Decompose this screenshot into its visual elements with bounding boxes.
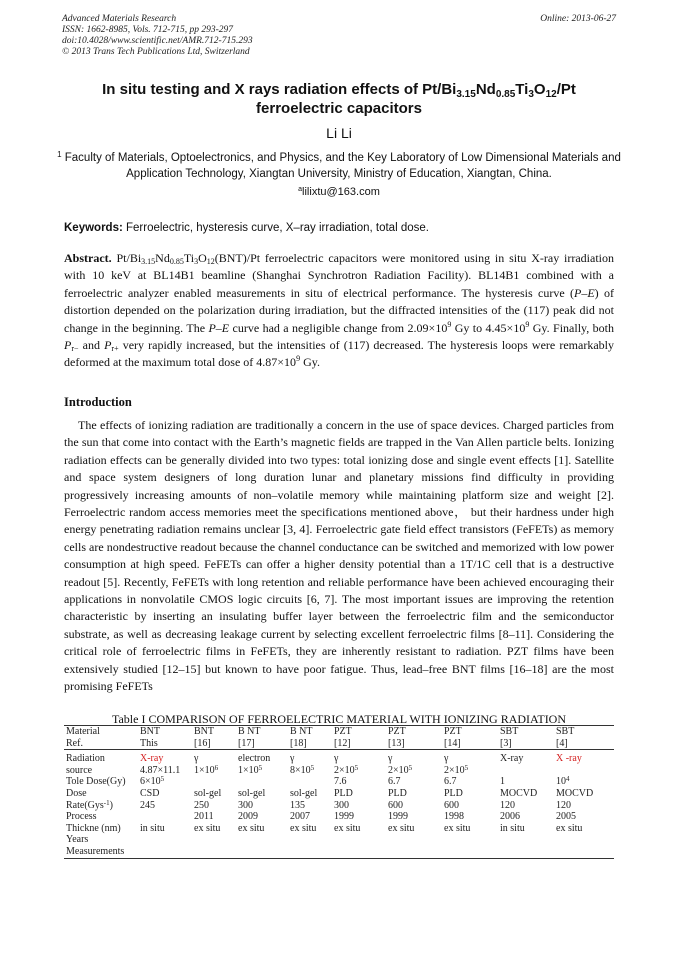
table-cell: PLD <box>388 787 407 799</box>
table-cell <box>236 776 288 788</box>
table-cell: 300 <box>238 799 253 811</box>
abstract-label: Abstract. <box>64 251 112 265</box>
table-cell: 2005 <box>556 811 576 823</box>
table-cell <box>554 846 614 858</box>
table-cell <box>554 834 614 846</box>
table-cell <box>442 846 498 858</box>
table-row <box>64 750 614 765</box>
table-cell <box>288 776 332 788</box>
table-cell <box>498 765 554 777</box>
table-cell: in situ <box>500 822 525 834</box>
table-cell: $6\times 10^5$ <box>140 775 165 788</box>
table-cell: ex situ <box>334 822 361 834</box>
table-cell: [12] <box>332 738 386 750</box>
table-row <box>64 788 614 800</box>
table-cell <box>288 834 332 846</box>
table-cell: Ref. <box>64 738 138 750</box>
table-cell: 600 <box>388 799 403 811</box>
table-cell: X -ray <box>556 753 582 765</box>
journal-header <box>62 14 253 58</box>
table-cell: sol-gel <box>290 787 318 799</box>
table-cell <box>554 765 614 777</box>
table-cell <box>138 811 192 823</box>
table-row <box>64 834 614 846</box>
table-cell: [17] <box>236 738 288 750</box>
table-cell: $1\times 10^5$ <box>238 763 263 776</box>
introduction-body <box>64 417 614 696</box>
table-cell: This <box>138 738 192 750</box>
table-row <box>64 776 614 788</box>
table-cell: 300 <box>334 799 349 811</box>
table-cell: Thickne (nm) <box>66 822 121 834</box>
table-cell: [13] <box>386 738 442 750</box>
table-cell <box>192 776 236 788</box>
author-email: $^a$lilixtu@163.com <box>298 186 380 198</box>
table-row <box>64 738 614 750</box>
table-cell <box>332 834 386 846</box>
table-cell: $2\times 10^5$ <box>388 763 413 776</box>
table-cell: 135 <box>290 799 305 811</box>
table-cell: MOCVD <box>500 787 538 799</box>
table-cell: 245 <box>140 799 155 811</box>
keywords: Keywords: Ferroelectric, hysteresis curve, X–ray irradiation, total dose. <box>64 222 429 234</box>
table-cell: 250 <box>194 799 209 811</box>
table-cell: [4] <box>554 738 614 750</box>
table-cell: 1999 <box>388 811 408 823</box>
keywords-label: Keywords: <box>64 222 123 234</box>
table-cell: ex situ <box>444 822 471 834</box>
table-cell: ex situ <box>194 822 221 834</box>
table-cell: γ <box>334 753 339 765</box>
table-cell: $2\times 10^5$ <box>334 763 359 776</box>
table-row <box>64 765 614 777</box>
table-cell: 1 <box>500 776 505 788</box>
table-cell: Tole Dose(Gy) <box>66 776 126 788</box>
table-cell: X-ray <box>140 753 164 765</box>
table-cell: Material <box>64 726 138 738</box>
comparison-table <box>64 725 614 859</box>
table-cell <box>138 846 192 858</box>
table-cell: Measurements <box>64 846 138 858</box>
table-cell: 4.87×11.1 <box>140 764 181 776</box>
table-cell: [18] <box>288 738 332 750</box>
table-cell: B NT <box>236 726 288 738</box>
table-cell <box>386 834 442 846</box>
paper-title: In situ testing and X rays radiation effects of $Pt/Bi_{3.15}Nd_{0.85}Ti_3O_{12}/Pt$ ferroelectric capacitors <box>102 81 576 117</box>
table-cell: γ <box>444 753 449 765</box>
table-cell: 1999 <box>334 811 354 823</box>
table-cell: ex situ <box>556 822 583 834</box>
table-cell: Rate(Gys$^{-1}$) <box>66 798 113 811</box>
table-cell: in situ <box>140 822 165 834</box>
table-cell: γ <box>194 753 199 765</box>
table-cell: ex situ <box>290 822 317 834</box>
table-cell: 7.6 <box>334 776 347 788</box>
table-cell: X-ray <box>500 753 524 765</box>
table-cell: $1\times 10^6$ <box>194 763 219 776</box>
table-cell: 6.7 <box>388 776 401 788</box>
table-cell: PLD <box>334 787 353 799</box>
table-cell: PLD <box>444 787 463 799</box>
table-cell: CSD <box>140 787 160 799</box>
table-cell: PZT <box>386 726 442 738</box>
table-cell <box>138 834 192 846</box>
table-cell: 120 <box>500 799 515 811</box>
table-cell: B NT <box>288 726 332 738</box>
table-cell: sol-gel <box>194 787 222 799</box>
table-cell <box>498 846 554 858</box>
table-cell: 1998 <box>444 811 464 823</box>
table-cell: MOCVD <box>556 787 594 799</box>
table-row <box>64 811 614 823</box>
table-cell: 2009 <box>238 811 258 823</box>
table-cell <box>498 834 554 846</box>
journal-name: Advanced Materials Research <box>62 14 177 24</box>
table-cell: sol-gel <box>238 787 266 799</box>
issn: ISSN: 1662-8985, Vols. 712-715, pp 293-297 <box>62 25 233 35</box>
copyright: © 2013 Trans Tech Publications Ltd, Switzerland <box>62 47 250 57</box>
table-row <box>64 846 614 858</box>
online-date: Online: 2013-06-27 <box>540 14 616 24</box>
table-cell: [14] <box>442 738 498 750</box>
table-cell <box>332 846 386 858</box>
table-cell: BNT <box>192 726 236 738</box>
table-row <box>64 726 614 738</box>
table-cell: PZT <box>442 726 498 738</box>
table-cell: [3] <box>498 738 554 750</box>
table-cell <box>236 834 288 846</box>
table-cell: SBT <box>554 726 614 738</box>
table-cell <box>442 834 498 846</box>
table-cell: 2011 <box>194 811 214 823</box>
table-cell <box>192 846 236 858</box>
table-cell: 6.7 <box>444 776 457 788</box>
affiliation: $^1$ Faculty of Materials, Optoelectronics, and Physics, and the Key Laboratory of Low Dimensional Materials and Application Technology, Xiangtan University, Ministry of Education, Xiangtan, China. <box>57 150 621 180</box>
table-row <box>64 800 614 812</box>
table-cell: Dose <box>66 787 87 799</box>
table-cell: [16] <box>192 738 236 750</box>
table-cell: $10^4$ <box>556 775 570 788</box>
table-row <box>64 823 614 835</box>
table-cell: $8\times 10^5$ <box>290 763 315 776</box>
table-cell: Process <box>66 811 97 823</box>
table-cell: PZT <box>332 726 386 738</box>
table-cell: BNT <box>138 726 192 738</box>
doi: doi:10.4028/www.scientific.net/AMR.712-715.293 <box>62 36 253 46</box>
table-cell: Radiation <box>66 753 105 765</box>
table-cell: Years <box>66 834 89 846</box>
author-name: Li Li <box>326 125 352 141</box>
table-caption: Table I COMPARISON OF FERROELECTRIC MATERIAL WITH IONIZING RADIATION <box>111 712 567 726</box>
table-cell: 2007 <box>290 811 310 823</box>
table-cell: γ <box>290 753 295 765</box>
table-cell <box>192 834 236 846</box>
table-cell <box>386 846 442 858</box>
table-cell <box>288 846 332 858</box>
table-cell: ex situ <box>238 822 265 834</box>
table-cell: SBT <box>498 726 554 738</box>
table-cell: 600 <box>444 799 459 811</box>
abstract: Abstract. $Pt/Bi_{3.15}Nd_{0.85}Ti_3O_{12}(BNT)/Pt$ ferroelectric capacitors were monitored using in situ X-ray irradiation with 10 keV at BL14B1 beamline (Shanghai Synchrotron Radiation Facility). BL14B1 combined with a ferroelectric analyzer enabled measurements in situ of electrical performance. The hysteresis curve (P–E) of distortion depended on the polarization during irradiation, but the diffracted intensities of the (117) peak did not change in the beginning. The P–E curve had a negligible change from $2.09\times 10^9$ Gy to $4.45\times 10^9$ Gy. Finally, both $P_{r-}$ and $P_{r+}$ very rapidly increased, but the intensities of (117) decreased. The hysteresis loops were remarkably deformed at the maximum total dose of $4.87\times 10^9$ Gy. <box>64 251 615 370</box>
table-cell: source <box>66 764 93 776</box>
table-cell: electron <box>238 753 271 765</box>
table-cell: 120 <box>556 799 571 811</box>
table-cell: 2006 <box>500 811 520 823</box>
section-heading: Introduction <box>64 395 132 409</box>
table-cell: γ <box>388 753 393 765</box>
table-cell: $2\times 10^5$ <box>444 763 469 776</box>
table-cell: ex situ <box>388 822 415 834</box>
table-cell <box>236 846 288 858</box>
paragraph: The effects of ionizing radiation are traditionally a concern in the use of space devices. Charged particles from the sun that come into contact with the Earth’s magnetic fields are trapped in the Van Allen particle belts. Ionizing radiation effects can be generally divided into two types: total ionizing dose and single event effects [1]. Satellite and space system designers of long duration lunar and planetary missions find difficulty in providing progressively increasing amounts of non–volatile memory while maintaining platform size and weight [2]. Ferroelectric random access memories meet the specifications mentioned above， but their hardness under high energy penetrating radiation remains unclear [3, 4]. Ferroelectric gate field effect transistors (FeFETs) as memory cells are nondestructive readout because the channel conductance can be switched and memorized with low power consumption at high speed. FeFETs can offer a higher density potential than a 1T/1C cell that is a destructive readout [5]. Recently, FeFETs with long retention and reliable performance have been achieved encouraging their applications in nonvolatile CMOS logic circuits [6, 7]. The most important issues are improving the retention characteristic by inserting an insulating buffer layer between the ferroelectric film and the semiconductor substrate, as well as decreasing leakage current by selecting excellent ferroelectric films [8–11]. Considering the critical role of ferroelectric films in FeFETs, they are inherently resistant to radiation. PZT films have been extensively studied [12–15] but known to have poor fatigue. Thus, lead–free BNT films [16–18] are the most promising FeFETs <box>64 418 614 694</box>
